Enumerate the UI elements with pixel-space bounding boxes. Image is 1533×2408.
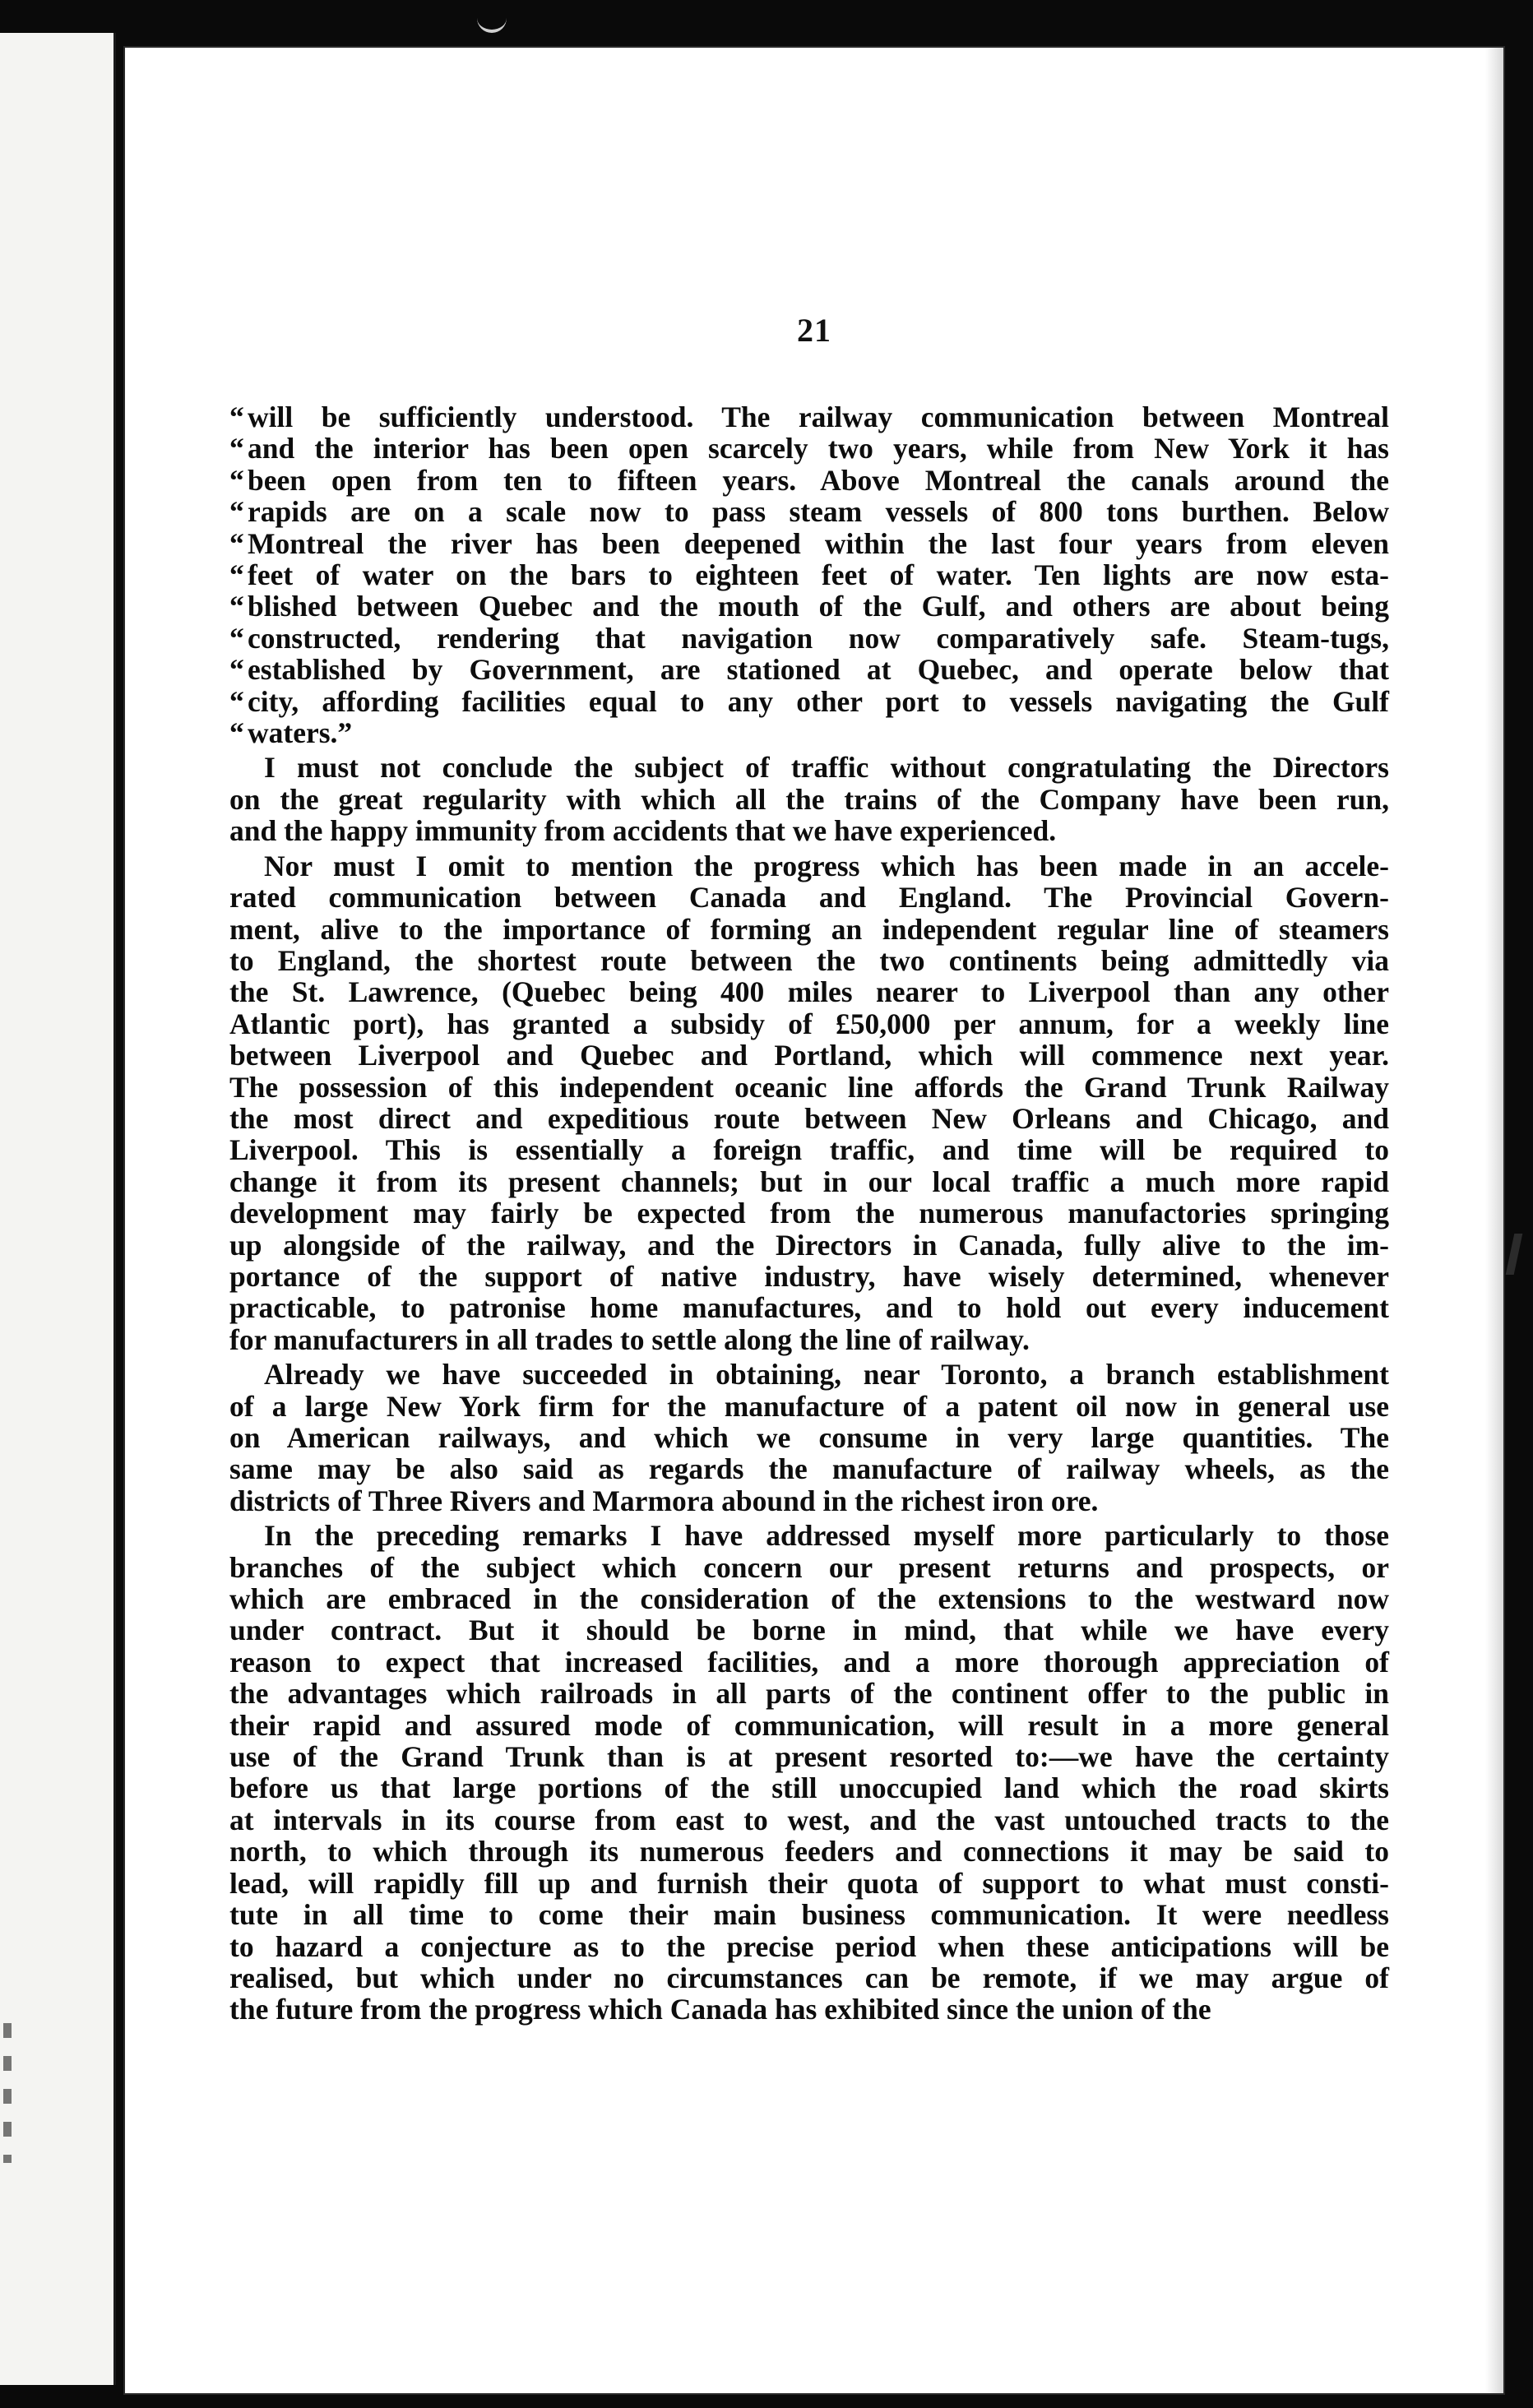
line-text: the future from the progress which Canada has exhibited since the union of the [229,1993,1211,2026]
line-text: city, affording facilities equal to any other port to vessels navigating the Gulf [248,684,1389,718]
line-text: branches of the subject which concern our present returns and prospects, or [229,1550,1389,1584]
text-line [229,1868,1389,1899]
line-text: been open from ten to fifteen years. Above Montreal the canals around the [248,463,1389,497]
line-text: which are embraced in the consideration of the extensions to the westward now [229,1582,1389,1616]
line-text: constructed, rendering that navigation now comparatively safe. Steam-tugs, [248,621,1389,655]
text-line [229,1962,1389,1994]
text-line [229,1261,1389,1292]
line-text: I must not conclude the subject of traffic without congratulating the Directors [264,751,1389,785]
body-text [229,401,1389,2026]
line-text: under contract. But it should be borne in mind, that while we have every [229,1614,1389,1647]
binding-marks [3,2023,12,2163]
quote-mark: “ [229,432,244,465]
text-line [229,1422,1389,1453]
text-line [229,401,1389,433]
text-line [229,850,1389,882]
text-line [229,1583,1389,1614]
line-text: to hazard a conjecture as to the precise period when these anticipations will be [229,1929,1389,1963]
text-line [229,976,1389,1007]
line-text: at intervals in its course from east to west, and the vast untouched tracts to the [229,1803,1389,1836]
line-text: the advantages which railroads in all parts of the continent offer to the public in [229,1677,1389,1711]
text-line [229,1520,1389,1551]
quote-mark: “ [229,653,244,687]
paragraph [229,1520,1389,2026]
line-text: development may fairly be expected from the numerous manufactories springing [229,1197,1389,1230]
paragraph [229,401,1389,748]
text-line [229,1391,1389,1422]
text-line [229,717,1389,748]
line-text: waters.” [248,716,353,750]
line-text: Liverpool. This is essentially a foreign traffic, and time will be required to [229,1133,1389,1167]
text-line [229,1292,1389,1323]
line-text: north, to which through its numerous feeders and connections it may be said to [229,1835,1389,1869]
line-text: districts of Three Rivers and Marmora abound in the richest iron ore. [229,1484,1099,1517]
line-text: ment, alive to the importance of forming an independent regular line of steamers [229,912,1389,946]
line-text: rated communication between Canada and England. The Provincial Govern- [229,881,1389,915]
text-line [229,590,1389,622]
text-line [229,559,1389,590]
line-text: blished between Quebec and the mouth of the Gulf, and others are about being [248,590,1389,623]
text-line [229,1614,1389,1646]
text-line [229,1772,1389,1804]
quote-mark: “ [229,621,244,655]
line-text: Montreal the river has been deepened within the last four years from eleven [248,526,1389,560]
paragraph [229,752,1389,846]
page-number: 21 [797,312,831,349]
quote-mark: “ [229,463,244,497]
text-line [229,1741,1389,1772]
text-line [229,1931,1389,1962]
text-line [229,1552,1389,1583]
line-text: and the interior has been open scarcely two years, while from New York it has [248,432,1389,465]
line-text: Already we have succeeded in obtaining, near Toronto, a branch establishment [264,1358,1389,1392]
text-line [229,1453,1389,1484]
text-line [229,815,1389,846]
line-text: up alongside of the railway, and the Directors in Canada, fully alive to the im- [229,1228,1389,1262]
text-line [229,1324,1389,1355]
text-line [229,1899,1389,1930]
line-text: to England, the shortest route between the two continents being admittedly via [229,943,1389,977]
line-text: for manufacturers in all trades to settle along the line of railway. [229,1322,1030,1356]
text-line [229,1646,1389,1678]
text-line [229,654,1389,685]
quote-mark: “ [229,401,244,433]
line-text: the St. Lawrence, (Quebec being 400 miles nearer to Liverpool than any other [229,975,1389,1009]
line-text: between Liverpool and Quebec and Portland, which will commence next year. [229,1039,1389,1072]
text-line [229,752,1389,783]
text-line [229,1040,1389,1071]
text-line [229,623,1389,654]
quote-mark: “ [229,684,244,718]
previous-page-edge [0,33,116,2385]
line-text: feet of water on the bars to eighteen feet of water. Ten lights are now esta- [248,558,1389,592]
text-line [229,1134,1389,1165]
line-text: established by Government, are stationed at Quebec, and operate below that [248,653,1389,687]
line-text: of a large New York firm for the manufacture of a patent oil now in general use [229,1389,1389,1423]
text-line [229,496,1389,527]
text-line [229,882,1389,913]
text-line [229,1008,1389,1040]
line-text: realised, but which under no circumstances can be remote, if we may argue of [229,1961,1389,1994]
line-text: reason to expect that increased facilities, and a more thorough appreciation of [229,1645,1389,1679]
text-line [229,528,1389,559]
line-text: on American railways, and which we consume in very large quantities. The [229,1421,1389,1454]
line-text: change it from its present channels; but in our local traffic a much more rapid [229,1165,1389,1198]
paragraph [229,1359,1389,1517]
line-text: practicable, to patronise home manufactures, and to hold out every inducement [229,1291,1389,1325]
text-line [229,686,1389,717]
line-text: will be sufficiently understood. The railway communication between Montreal [248,401,1389,433]
text-line [229,1804,1389,1836]
text-line [229,1197,1389,1229]
text-line [229,945,1389,976]
text-line [229,1485,1389,1517]
line-text: and the happy immunity from accidents that we have experienced. [229,814,1057,848]
text-line [229,1072,1389,1103]
text-line [229,1836,1389,1867]
line-text: same may be also said as regards the manufacture of railway wheels, as the [229,1452,1389,1486]
text-line [229,1678,1389,1709]
line-text: In the preceding remarks I have addressed myself more particularly to those [264,1519,1389,1553]
line-text: portance of the support of native industry, have wisely determined, whenever [229,1259,1389,1293]
text-line [229,1359,1389,1390]
line-text: use of the Grand Trunk than is at present resorted to:—we have the certainty [229,1740,1389,1774]
text-line [229,1166,1389,1197]
text-line [229,1710,1389,1741]
line-text: the most direct and expeditious route between New Orleans and Chicago, and [229,1101,1389,1135]
line-text: Atlantic port), has granted a subsidy of £50,000 per annum, for a weekly line [229,1007,1389,1040]
line-text: rapids are on a scale now to pass steam vessels of 800 tons burthen. Below [248,495,1389,529]
text-line [229,784,1389,815]
paragraph [229,850,1389,1356]
quote-mark: “ [229,716,244,750]
quote-mark: “ [229,526,244,560]
line-text: The possession of this independent oceanic line affords the Grand Trunk Railway [229,1070,1389,1104]
text-line [229,1229,1389,1261]
line-text: before us that large portions of the still unoccupied land which the road skirts [229,1771,1389,1805]
text-line [229,1994,1389,2025]
text-line [229,914,1389,945]
text-line [229,465,1389,496]
quote-mark: “ [229,590,244,623]
line-text: their rapid and assured mode of communication, will result in a more general [229,1708,1389,1742]
line-text: Nor must I omit to mention the progress which has been made in an accele- [264,849,1389,882]
quote-mark: “ [229,558,244,592]
line-text: lead, will rapidly fill up and furnish their quota of support to what must consti- [229,1866,1389,1900]
line-text: on the great regularity with which all the trains of the Company have been run, [229,782,1389,816]
quote-mark: “ [229,495,244,529]
document-page [125,48,1503,2393]
text-line [229,1103,1389,1134]
line-text: tute in all time to come their main business communication. It were needless [229,1898,1389,1932]
text-line [229,433,1389,464]
